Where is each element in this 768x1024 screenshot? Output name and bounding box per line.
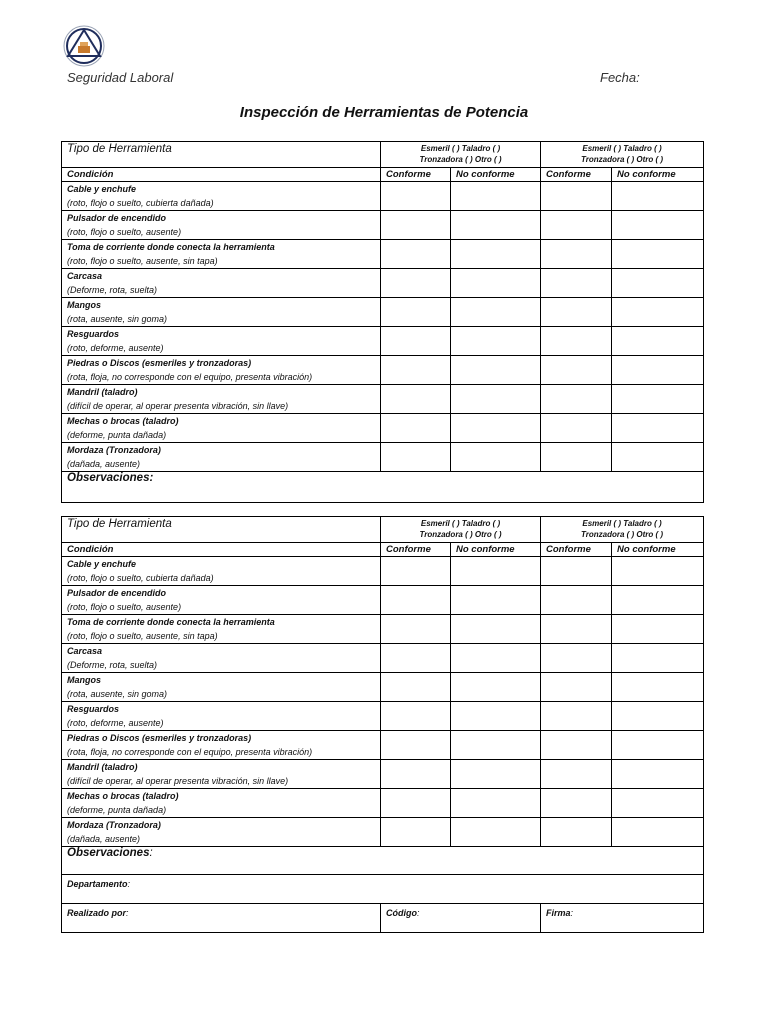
conforme-cell-a[interactable]: [381, 211, 451, 240]
conforme-header: Conforme: [381, 168, 451, 182]
no-conforme-cell-a[interactable]: [451, 385, 541, 414]
item-description: (dañada, ausente): [67, 834, 141, 844]
tool-options-b: Esmeril ( ) Taladro ( ) Tronzadora ( ) Otro ( ): [541, 142, 704, 168]
no-conforme-cell-b[interactable]: [612, 789, 704, 818]
conforme-cell-b[interactable]: [541, 356, 612, 385]
item-description: (roto, flojo o suelto, cubierta dañada): [67, 573, 214, 583]
condition-item: [62, 615, 381, 644]
table-row: [62, 557, 704, 586]
condition-item: [62, 673, 381, 702]
condition-item: [62, 298, 381, 327]
conforme-cell-b[interactable]: [541, 702, 612, 731]
codigo-field[interactable]: Código:: [381, 904, 541, 933]
tool-type-label: Tipo de Herramienta: [62, 517, 381, 543]
item-name: Cable y enchufe: [67, 184, 137, 194]
item-name: Mordaza (Tronzadora): [67, 445, 161, 455]
page-title: Inspección de Herramientas de Potencia: [239, 104, 529, 121]
no-conforme-cell-a[interactable]: [451, 731, 541, 760]
table-row: [62, 414, 704, 443]
table-row: [62, 182, 704, 211]
table-row: [62, 760, 704, 789]
table-row: [62, 240, 704, 269]
conforme-header: Conforme: [541, 168, 612, 182]
item-name: Carcasa: [67, 646, 103, 656]
conforme-cell-a[interactable]: [381, 298, 451, 327]
item-description: (roto, flojo o suelto, ausente): [67, 602, 182, 612]
realizado-por-field[interactable]: Realizado por:: [62, 904, 381, 933]
no-conforme-cell-b[interactable]: [612, 557, 704, 586]
conforme-cell-b[interactable]: [541, 269, 612, 298]
conforme-cell-b[interactable]: [541, 298, 612, 327]
no-conforme-cell-b[interactable]: [612, 182, 704, 211]
organization-name: Seguridad Laboral: [67, 70, 174, 85]
inspection-table-1: [61, 141, 704, 503]
no-conforme-cell-a[interactable]: [451, 356, 541, 385]
no-conforme-cell-a[interactable]: [451, 586, 541, 615]
item-description: (roto, flojo o suelto, cubierta dañada): [67, 198, 214, 208]
no-conforme-cell-a[interactable]: [451, 702, 541, 731]
conforme-cell-a[interactable]: [381, 356, 451, 385]
no-conforme-cell-a[interactable]: [451, 182, 541, 211]
no-conforme-cell-a[interactable]: [451, 818, 541, 847]
no-conforme-cell-a[interactable]: [451, 327, 541, 356]
tool-options-a: Esmeril ( ) Taladro ( ) Tronzadora ( ) Otro ( ): [381, 517, 541, 543]
conforme-cell-a[interactable]: [381, 327, 451, 356]
conforme-cell-a[interactable]: [381, 673, 451, 702]
conforme-cell-b[interactable]: [541, 760, 612, 789]
inspection-table-2: [61, 516, 704, 933]
no-conforme-cell-a[interactable]: [451, 789, 541, 818]
item-name: Toma de corriente donde conecta la herramienta: [67, 617, 275, 627]
item-name: Toma de corriente donde conecta la herramienta: [67, 242, 275, 252]
item-name: Mangos: [67, 300, 102, 310]
condition-item: [62, 327, 381, 356]
conforme-header: Conforme: [541, 543, 612, 557]
item-name: Pulsador de encendido: [67, 213, 167, 223]
item-name: Mechas o brocas (taladro): [67, 416, 179, 426]
items-body-2: [62, 557, 704, 847]
no-conforme-cell-b[interactable]: [612, 615, 704, 644]
item-description: (roto, deforme, ausente): [67, 343, 164, 353]
conforme-cell-a[interactable]: [381, 385, 451, 414]
departamento-field[interactable]: Departamento:: [62, 875, 704, 904]
condition-item: [62, 789, 381, 818]
conforme-cell-a[interactable]: [381, 818, 451, 847]
no-conforme-header: No conforme: [612, 168, 704, 182]
no-conforme-cell-b[interactable]: [612, 673, 704, 702]
conforme-cell-a[interactable]: [381, 789, 451, 818]
table-row: [62, 443, 704, 472]
no-conforme-cell-a[interactable]: [451, 443, 541, 472]
no-conforme-cell-b[interactable]: [612, 443, 704, 472]
table-row: [62, 789, 704, 818]
no-conforme-cell-b[interactable]: [612, 269, 704, 298]
item-name: Mangos: [67, 675, 102, 685]
condition-header: Condición: [62, 168, 381, 182]
table-row: [62, 818, 704, 847]
conforme-cell-b[interactable]: [541, 789, 612, 818]
conforme-cell-b[interactable]: [541, 644, 612, 673]
conforme-cell-a[interactable]: [381, 586, 451, 615]
conforme-cell-b[interactable]: [541, 443, 612, 472]
item-name: Piedras o Discos (esmeriles y tronzadoras): [67, 733, 252, 743]
conforme-cell-b[interactable]: [541, 327, 612, 356]
conforme-cell-b[interactable]: [541, 673, 612, 702]
conforme-cell-a[interactable]: [381, 702, 451, 731]
item-name: Resguardos: [67, 329, 120, 339]
no-conforme-cell-a[interactable]: [451, 414, 541, 443]
condition-item: [62, 385, 381, 414]
conforme-cell-b[interactable]: [541, 557, 612, 586]
observaciones-label[interactable]: Observaciones:: [62, 472, 704, 503]
condition-item: [62, 240, 381, 269]
item-description: (deforme, punta dañada): [67, 805, 167, 815]
no-conforme-cell-a[interactable]: [451, 615, 541, 644]
no-conforme-header: No conforme: [612, 543, 704, 557]
condition-item: [62, 760, 381, 789]
conforme-cell-a[interactable]: [381, 644, 451, 673]
table-row: [62, 211, 704, 240]
no-conforme-cell-b[interactable]: [612, 731, 704, 760]
conforme-cell-a[interactable]: [381, 731, 451, 760]
item-name: Pulsador de encendido: [67, 588, 167, 598]
table-row: [62, 356, 704, 385]
table-row: [62, 586, 704, 615]
table-row: [62, 615, 704, 644]
no-conforme-cell-b[interactable]: [612, 240, 704, 269]
item-description: (difícil de operar, al operar presenta vibración, sin llave): [67, 401, 289, 411]
condition-header: Condición: [62, 543, 381, 557]
items-body-1: [62, 182, 704, 472]
conforme-cell-a[interactable]: [381, 443, 451, 472]
conforme-cell-b[interactable]: [541, 818, 612, 847]
no-conforme-cell-b[interactable]: [612, 327, 704, 356]
item-description: (rota, floja, no corresponde con el equipo, presenta vibración): [67, 372, 313, 382]
tool-options-b: Esmeril ( ) Taladro ( ) Tronzadora ( ) Otro ( ): [541, 517, 704, 543]
item-name: Mandril (taladro): [67, 762, 138, 772]
item-description: (roto, deforme, ausente): [67, 718, 164, 728]
item-name: Piedras o Discos (esmeriles y tronzadoras): [67, 358, 252, 368]
conforme-cell-b[interactable]: [541, 385, 612, 414]
item-name: Resguardos: [67, 704, 120, 714]
table-row: [62, 327, 704, 356]
item-description: (deforme, punta dañada): [67, 430, 167, 440]
table-row: [62, 673, 704, 702]
condition-item: [62, 702, 381, 731]
conforme-cell-a[interactable]: [381, 557, 451, 586]
no-conforme-cell-b[interactable]: [612, 818, 704, 847]
no-conforme-cell-a[interactable]: [451, 269, 541, 298]
no-conforme-cell-a[interactable]: [451, 557, 541, 586]
item-name: Mordaza (Tronzadora): [67, 820, 161, 830]
item-description: (roto, flojo o suelto, ausente): [67, 227, 182, 237]
condition-item: [62, 211, 381, 240]
item-description: (rota, ausente, sin goma): [67, 314, 168, 324]
conforme-header: Conforme: [381, 543, 451, 557]
condition-item: [62, 356, 381, 385]
item-description: (difícil de operar, al operar presenta vibración, sin llave): [67, 776, 289, 786]
condition-item: [62, 182, 381, 211]
table-row: [62, 298, 704, 327]
conforme-cell-a[interactable]: [381, 760, 451, 789]
conforme-cell-b[interactable]: [541, 211, 612, 240]
conforme-cell-b[interactable]: [541, 240, 612, 269]
no-conforme-cell-a[interactable]: [451, 298, 541, 327]
conforme-cell-a[interactable]: [381, 182, 451, 211]
conforme-cell-b[interactable]: [541, 414, 612, 443]
no-conforme-cell-b[interactable]: [612, 211, 704, 240]
no-conforme-cell-b[interactable]: [612, 356, 704, 385]
no-conforme-cell-b[interactable]: [612, 644, 704, 673]
no-conforme-cell-a[interactable]: [451, 644, 541, 673]
no-conforme-cell-a[interactable]: [451, 673, 541, 702]
conforme-cell-b[interactable]: [541, 182, 612, 211]
no-conforme-cell-b[interactable]: [612, 760, 704, 789]
no-conforme-header: No conforme: [451, 168, 541, 182]
table-row: [62, 385, 704, 414]
observaciones-2-label[interactable]: Observaciones:: [62, 847, 704, 875]
item-description: (Deforme, rota, suelta): [67, 285, 158, 295]
table-row: [62, 702, 704, 731]
condition-item: [62, 731, 381, 760]
no-conforme-cell-b[interactable]: [612, 385, 704, 414]
item-name: Mandril (taladro): [67, 387, 138, 397]
item-name: Carcasa: [67, 271, 103, 281]
conforme-cell-a[interactable]: [381, 269, 451, 298]
no-conforme-cell-a[interactable]: [451, 760, 541, 789]
item-description: (rota, ausente, sin goma): [67, 689, 168, 699]
item-description: (roto, flojo o suelto, ausente, sin tapa): [67, 631, 218, 641]
company-logo: [62, 24, 106, 68]
no-conforme-cell-b[interactable]: [612, 702, 704, 731]
condition-item: [62, 557, 381, 586]
item-description: (rota, floja, no corresponde con el equipo, presenta vibración): [67, 747, 313, 757]
firma-field[interactable]: Firma:: [541, 904, 704, 933]
condition-item: [62, 818, 381, 847]
conforme-cell-b[interactable]: [541, 586, 612, 615]
table-row: [62, 731, 704, 760]
condition-item: [62, 644, 381, 673]
item-name: Mechas o brocas (taladro): [67, 791, 179, 801]
conforme-cell-a[interactable]: [381, 615, 451, 644]
tool-type-label: Tipo de Herramienta: [62, 142, 381, 168]
date-label: Fecha:: [600, 70, 640, 85]
item-description: (Deforme, rota, suelta): [67, 660, 158, 670]
conforme-cell-a[interactable]: [381, 240, 451, 269]
item-description: (dañada, ausente): [67, 459, 141, 469]
item-description: (roto, flojo o suelto, ausente, sin tapa): [67, 256, 218, 266]
no-conforme-header: No conforme: [451, 543, 541, 557]
no-conforme-cell-b[interactable]: [612, 414, 704, 443]
condition-item: [62, 443, 381, 472]
conforme-cell-a[interactable]: [381, 414, 451, 443]
no-conforme-cell-b[interactable]: [612, 298, 704, 327]
no-conforme-cell-a[interactable]: [451, 240, 541, 269]
condition-item: [62, 586, 381, 615]
tool-options-a: Esmeril ( ) Taladro ( ) Tronzadora ( ) Otro ( ): [381, 142, 541, 168]
condition-item: [62, 269, 381, 298]
no-conforme-cell-a[interactable]: [451, 211, 541, 240]
no-conforme-cell-b[interactable]: [612, 586, 704, 615]
conforme-cell-b[interactable]: [541, 731, 612, 760]
conforme-cell-b[interactable]: [541, 615, 612, 644]
condition-item: [62, 414, 381, 443]
item-name: Cable y enchufe: [67, 559, 137, 569]
table-row: [62, 269, 704, 298]
table-row: [62, 644, 704, 673]
